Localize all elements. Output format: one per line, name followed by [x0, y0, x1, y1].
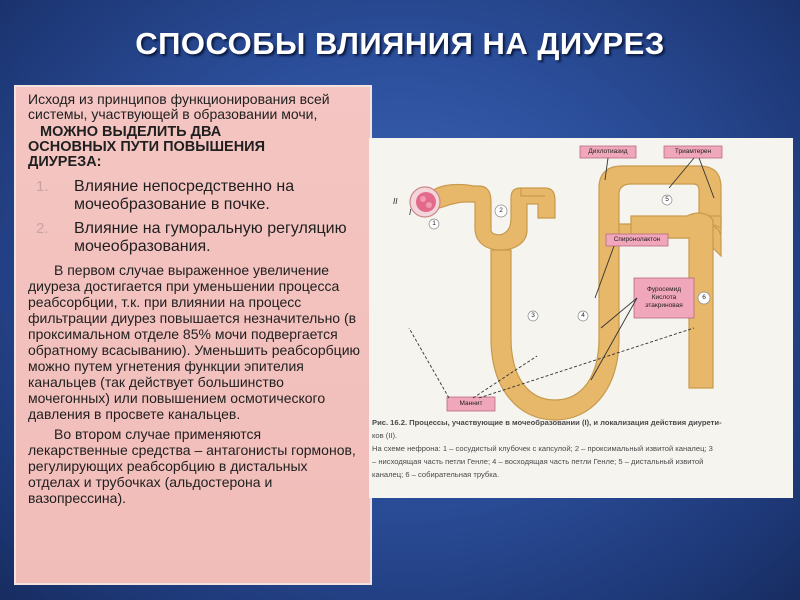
label-roman-1: I	[409, 208, 412, 217]
label-roman-2: II	[393, 197, 398, 206]
label-dichlothiazide: Дихлотиазид	[588, 148, 628, 155]
number-2: 2	[499, 207, 503, 214]
bold-heading-colon: :	[96, 153, 102, 170]
caption-line: На схеме нефрона: 1 – сосудистый клубочек с капсулой; 2 – проксимальный извитой каналец; 3	[372, 444, 713, 453]
label-spironolactone: Спиронолактон	[613, 236, 661, 243]
paragraph-first-case: В первом случае выраженное увеличение диуреза достигается при уменьшении процесса реабсорбции, т.к. при влиянии на процесс фильтрации диурез повышается незначительно (в проксимальном отделе 85% мочи подвергается обратному всасыванию). Уменьшить реабсорбцию можно путем угнетения функции эпителия канальцев (так действует большинство мочегонных) или повышением осмотического давления в просвете канальцев.	[28, 261, 361, 422]
label-mannitol: Маннит	[459, 400, 483, 407]
list-text: Влияние на гуморальную регуляцию мочеобразования.	[74, 219, 347, 255]
list-number: 1.	[36, 177, 49, 195]
number-6: 6	[702, 294, 706, 301]
list-number: 2.	[36, 219, 49, 237]
text-panel	[14, 85, 372, 585]
caption-line: Рис. 16.2. Процессы, участвующие в мочеобразовании (I), и локализация действия диурети-	[372, 418, 722, 427]
bold-heading-line2: ОСНОВНЫХ ПУТИ ПОВЫШЕНИЯ	[28, 138, 266, 155]
number-5: 5	[665, 196, 669, 203]
glomerulus	[416, 192, 436, 212]
number-1: 1	[432, 220, 436, 227]
label-furosemide: Фуросемид Кислота этакриновая	[645, 286, 683, 309]
list-item	[28, 178, 360, 214]
bold-heading-line3: ДИУРЕЗА	[28, 153, 97, 170]
intro-text: Исходя из принципов функционирования всей системы, участвующей в образовании мочи,	[28, 91, 330, 123]
slide-title: СПОСОБЫ ВЛИЯНИЯ НА ДИУРЕЗ	[135, 26, 665, 61]
caption-line: каналец; 6 – собирательная трубка.	[372, 470, 500, 479]
number-4: 4	[581, 312, 585, 319]
number-3: 3	[531, 312, 535, 319]
label-triamterene: Триамтерен	[674, 148, 712, 155]
ways-list	[28, 178, 360, 256]
caption-line: – нисходящая часть петли Генле; 4 – восходящая часть петли Генле; 5 – дистальный извитой	[372, 457, 704, 466]
figure-caption	[372, 416, 788, 481]
caption-line: ков (II).	[372, 431, 398, 440]
bold-heading-line1: МОЖНО ВЫДЕЛИТЬ ДВА	[40, 123, 222, 140]
list-item	[28, 220, 360, 256]
paragraph-second-case: Во втором случае применяются лекарственные средства – антагонисты гормонов, регулирующих реабсорбцию в дистальных отделах и трубочках (альдостерона и вазопрессина).	[28, 425, 356, 506]
bold-heading	[28, 125, 360, 170]
list-text: Влияние непосредственно на мочеобразование в почке.	[74, 177, 295, 213]
